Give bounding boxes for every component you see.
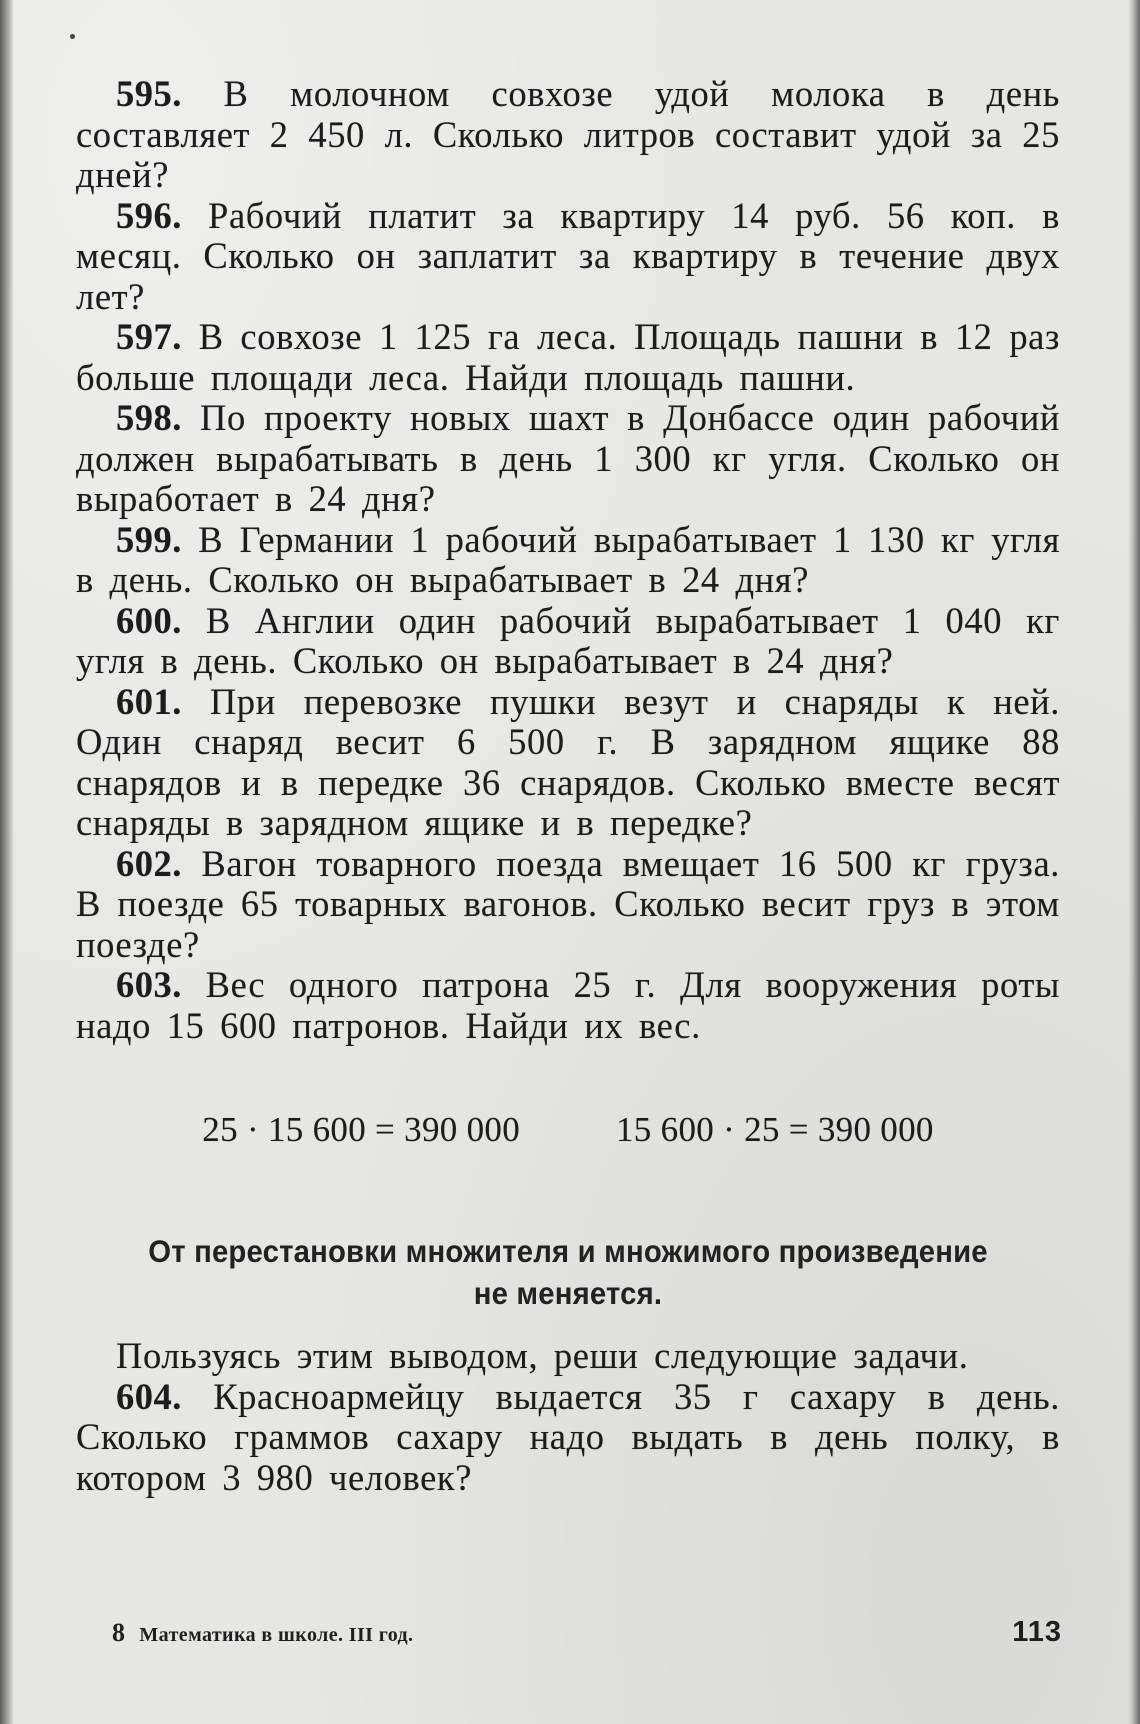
print-speck: [70, 34, 75, 39]
problem-text: По проекту новых шахт в Донбассе один рабочий должен вырабатывать в день 1 300 кг угля. Сколько он выработает в 24 дня?: [76, 397, 1060, 519]
problem-number: 598.: [116, 397, 182, 438]
problem-text: В молочном совхозе удой молока в день составляет 2 450 л. Сколько литров составит удой за 25 дней?: [76, 73, 1060, 195]
problem-number: 600.: [116, 599, 182, 641]
problem-598: [76, 398, 1060, 520]
problem-602: [76, 844, 1060, 966]
problem-604: [76, 1377, 1060, 1499]
rule-heading-line-2: не меняется.: [473, 1275, 663, 1311]
rule-heading-line-1: От перестановки множителя и множимого произведение: [148, 1233, 988, 1269]
problem-text: При перевозке пушки везут и снаряды к ней. Один снаряд весит 6 500 г. В зарядном ящике 88 снарядов и в передке 36 снарядов. Сколько вместе весят снаряды в зарядном ящике и в передке?: [76, 680, 1060, 843]
signature-number: 8: [112, 1618, 126, 1647]
problem-text: В совхозе 1 125 га леса. Площадь пашни в 12 раз больше площади леса. Найди площадь пашни.: [76, 316, 1060, 398]
problem-text: Вагон товарного поезда вмещает 16 500 кг груза. В поезде 65 товарных вагонов. Сколько весит груз в этом поезде?: [76, 842, 1060, 965]
problem-text: Рабочий платит за квартиру 14 руб. 56 коп. в месяц. Сколько он заплатит за квартиру в течение двух лет?: [76, 194, 1060, 317]
formula-right: 15 600 · 25 = 390 000: [616, 1110, 934, 1149]
page-number: 113: [1012, 1616, 1062, 1648]
problem-text: Вес одного патрона 25 г. Для вооружения роты надо 15 600 патронов. Найди их вес.: [76, 964, 1060, 1046]
problem-596: [76, 196, 1060, 318]
printer-signature: [112, 1618, 413, 1648]
page-footer: [112, 1616, 1062, 1649]
formula-row: [76, 1108, 1060, 1152]
problem-number: 596.: [116, 194, 182, 236]
spacer: [76, 1314, 1060, 1336]
spacer: [76, 1046, 1060, 1108]
problem-603: [76, 965, 1060, 1046]
problem-599: [76, 520, 1060, 601]
intro-paragraph: Пользуясь этим выводом, реши следующие задачи.: [116, 1335, 969, 1376]
problem-601: [76, 682, 1060, 844]
problem-600: [76, 601, 1060, 682]
problem-597: [76, 317, 1060, 398]
signature-text: Математика в школе. III год.: [139, 1624, 414, 1646]
problem-595: [76, 74, 1060, 196]
page-content: [76, 74, 1060, 1498]
problem-number: 603.: [116, 964, 182, 1005]
problem-text: В Англии один рабочий вырабатывает 1 040 кг угля в день. Сколько он вырабатывает в 24 дня?: [76, 599, 1060, 681]
problem-number: 604.: [116, 1375, 182, 1417]
problem-text: В Германии 1 рабочий вырабатывает 1 130 кг угля в день. Сколько он вырабатывает в 24 дня?: [76, 518, 1060, 600]
problem-number: 601.: [116, 680, 182, 722]
problem-text: Красноармейцу выдается 35 г сахару в день. Сколько граммов сахару надо выдать в день полку, в котором 3 980 человек?: [76, 1375, 1060, 1498]
problem-number: 597.: [116, 316, 182, 357]
formula-left: 25 · 15 600 = 390 000: [202, 1110, 520, 1149]
problem-number: 602.: [116, 842, 182, 884]
spacer: [76, 1152, 1060, 1230]
problem-number: 595.: [116, 73, 182, 114]
page-right-edge-shadow: [1128, 0, 1140, 1724]
page-left-edge-shadow: [0, 0, 14, 1724]
problem-number: 599.: [116, 518, 182, 560]
